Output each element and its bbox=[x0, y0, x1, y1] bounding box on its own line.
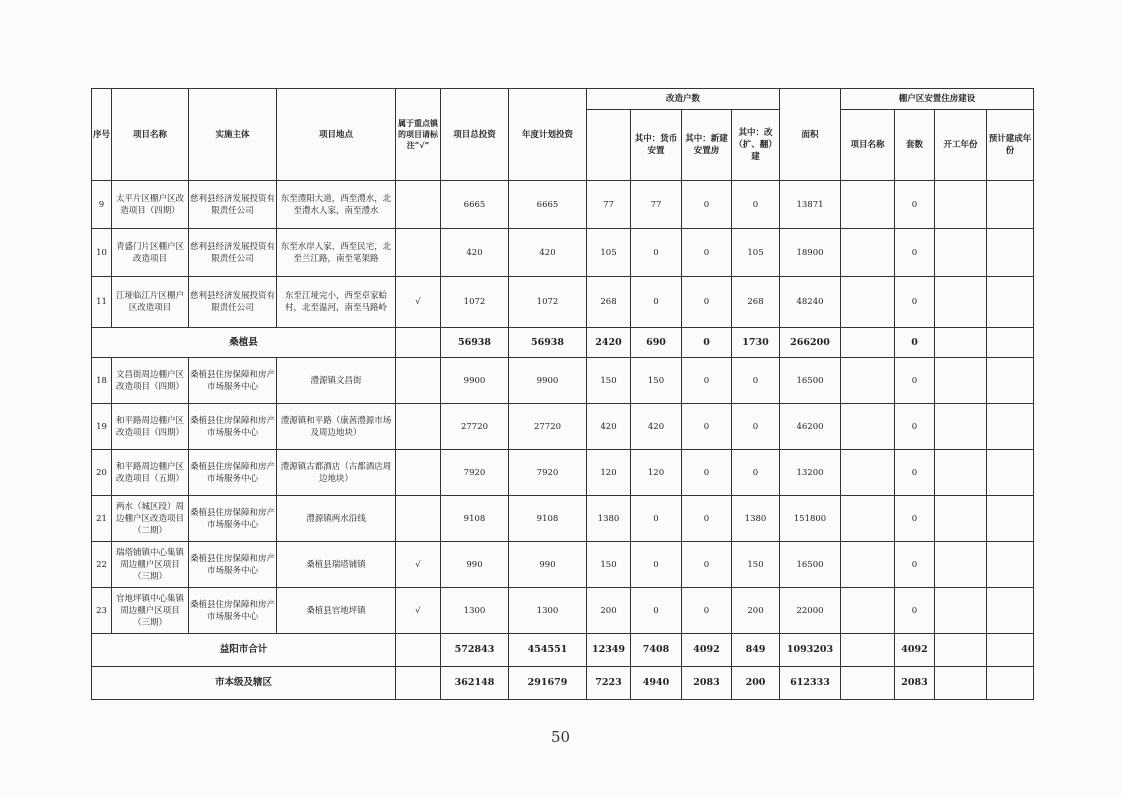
header-households-blank bbox=[587, 110, 631, 181]
subtotal-row-housing-units: 0 bbox=[895, 328, 935, 358]
cell-entity: 慈利县经济发展投资有限责任公司 bbox=[189, 229, 277, 277]
total-district-row-households-new: 2083 bbox=[682, 667, 732, 700]
subtotal-row-households: 2420 bbox=[587, 328, 631, 358]
cell-project-name: 两水（城区段）周边棚户区改造项目（二期） bbox=[112, 496, 189, 542]
table-row bbox=[92, 358, 1034, 404]
cell-total-invest: 27720 bbox=[441, 404, 509, 450]
total-district-row-households-cash: 4940 bbox=[631, 667, 682, 700]
cell-housing-start bbox=[935, 542, 987, 588]
total-district-row-housing-start bbox=[935, 667, 987, 700]
total-city-row-housing-units: 4092 bbox=[895, 634, 935, 667]
cell-key-town: √ bbox=[396, 277, 441, 328]
cell-housing-name bbox=[841, 358, 895, 404]
cell-households-new: 0 bbox=[682, 277, 732, 328]
header-row-1 bbox=[92, 89, 1034, 110]
cell-households-cash: 0 bbox=[631, 542, 682, 588]
cell-households-cash: 120 bbox=[631, 450, 682, 496]
cell-seq: 10 bbox=[92, 229, 112, 277]
cell-project-name: 文昌街周边棚户区改造项目（四期） bbox=[112, 358, 189, 404]
cell-households-new: 0 bbox=[682, 358, 732, 404]
cell-housing-units: 0 bbox=[895, 542, 935, 588]
subtotal-row bbox=[92, 328, 1034, 358]
cell-housing-start bbox=[935, 496, 987, 542]
cell-annual-invest: 6665 bbox=[509, 181, 587, 229]
cell-housing-units: 0 bbox=[895, 181, 935, 229]
cell-total-invest: 990 bbox=[441, 542, 509, 588]
cell-households-new: 0 bbox=[682, 181, 732, 229]
cell-housing-finish bbox=[987, 404, 1034, 450]
total-district-row-housing-units: 2083 bbox=[895, 667, 935, 700]
cell-housing-units: 0 bbox=[895, 358, 935, 404]
cell-project-name: 和平路周边棚户区改造项目（四期） bbox=[112, 404, 189, 450]
subtotal-row-area: 266200 bbox=[780, 328, 841, 358]
cell-key-town: √ bbox=[396, 588, 441, 634]
header-entity: 实施主体 bbox=[189, 89, 277, 181]
cell-housing-units: 0 bbox=[895, 277, 935, 328]
cell-housing-finish bbox=[987, 229, 1034, 277]
total-district-row-housing-name bbox=[841, 667, 895, 700]
cell-project-name: 青盛门片区棚户区改造项目 bbox=[112, 229, 189, 277]
cell-housing-name bbox=[841, 588, 895, 634]
cell-area: 13200 bbox=[780, 450, 841, 496]
cell-housing-name bbox=[841, 450, 895, 496]
cell-annual-invest: 9900 bbox=[509, 358, 587, 404]
total-city-row-area: 1093203 bbox=[780, 634, 841, 667]
cell-households: 150 bbox=[587, 358, 631, 404]
table-row bbox=[92, 181, 1034, 229]
cell-area: 16500 bbox=[780, 542, 841, 588]
cell-seq: 22 bbox=[92, 542, 112, 588]
cell-housing-finish bbox=[987, 181, 1034, 229]
cell-households-new: 0 bbox=[682, 496, 732, 542]
cell-key-town: √ bbox=[396, 542, 441, 588]
total-city-row-housing-start bbox=[935, 634, 987, 667]
cell-total-invest: 1072 bbox=[441, 277, 509, 328]
cell-households-cash: 0 bbox=[631, 588, 682, 634]
subtotal-row-total-invest: 56938 bbox=[441, 328, 509, 358]
subtotal-row-households-cash: 690 bbox=[631, 328, 682, 358]
cell-area: 22000 bbox=[780, 588, 841, 634]
cell-area: 13871 bbox=[780, 181, 841, 229]
page-number: 50 bbox=[550, 728, 571, 746]
cell-key-town bbox=[396, 450, 441, 496]
header-housing-start: 开工年份 bbox=[935, 110, 987, 181]
cell-key-town bbox=[396, 358, 441, 404]
header-annual-invest: 年度计划投资 bbox=[509, 89, 587, 181]
cell-entity: 慈利县经济发展投资有限责任公司 bbox=[189, 181, 277, 229]
cell-entity: 桑植县住房保障和房产市场服务中心 bbox=[189, 358, 277, 404]
header-housing-group: 棚户区安置住房建设 bbox=[841, 89, 1034, 110]
cell-project-name: 瑞塔铺镇中心集镇周边棚户区项目（三期） bbox=[112, 542, 189, 588]
table-row bbox=[92, 404, 1034, 450]
cell-households: 120 bbox=[587, 450, 631, 496]
total-city-row-housing-finish bbox=[987, 634, 1034, 667]
cell-housing-start bbox=[935, 588, 987, 634]
cell-area: 46200 bbox=[780, 404, 841, 450]
total-city-row-households-cash: 7408 bbox=[631, 634, 682, 667]
total-city-row-households-new: 4092 bbox=[682, 634, 732, 667]
cell-annual-invest: 1300 bbox=[509, 588, 587, 634]
subtotal-row-annual-invest: 56938 bbox=[509, 328, 587, 358]
cell-location: 东至水岸人家，西至民宅，北至兰江路，南至笔架路 bbox=[277, 229, 396, 277]
subtotal-row-households-rebuild: 1730 bbox=[732, 328, 780, 358]
cell-entity: 桑植县住房保障和房产市场服务中心 bbox=[189, 542, 277, 588]
total-city-row-households-rebuild: 849 bbox=[732, 634, 780, 667]
total-city-row-key-town bbox=[396, 634, 441, 667]
total-district-row-households-rebuild: 200 bbox=[732, 667, 780, 700]
cell-seq: 23 bbox=[92, 588, 112, 634]
total-city-row bbox=[92, 634, 1034, 667]
cell-entity: 慈利县经济发展投资有限责任公司 bbox=[189, 277, 277, 328]
total-district-row-area: 612333 bbox=[780, 667, 841, 700]
cell-key-town bbox=[396, 496, 441, 542]
total-city-row-total-invest: 572843 bbox=[441, 634, 509, 667]
total-district-row-label: 市本级及辖区 bbox=[92, 667, 396, 700]
cell-total-invest: 7920 bbox=[441, 450, 509, 496]
subtotal-row-housing-finish bbox=[987, 328, 1034, 358]
cell-households-new: 0 bbox=[682, 542, 732, 588]
header-name: 项目名称 bbox=[112, 89, 189, 181]
header-total-invest: 项目总投资 bbox=[441, 89, 509, 181]
cell-seq: 11 bbox=[92, 277, 112, 328]
header-households-cash: 其中：货币安置 bbox=[631, 110, 682, 181]
cell-location: 澧源镇古都酒店（古都酒店周边地块） bbox=[277, 450, 396, 496]
cell-households-rebuild: 1380 bbox=[732, 496, 780, 542]
cell-households-rebuild: 0 bbox=[732, 181, 780, 229]
cell-households-rebuild: 0 bbox=[732, 358, 780, 404]
cell-total-invest: 6665 bbox=[441, 181, 509, 229]
subtotal-row-housing-name bbox=[841, 328, 895, 358]
cell-housing-finish bbox=[987, 542, 1034, 588]
subtotal-row-households-new: 0 bbox=[682, 328, 732, 358]
table-row bbox=[92, 229, 1034, 277]
cell-housing-finish bbox=[987, 277, 1034, 328]
total-district-row-households: 7223 bbox=[587, 667, 631, 700]
cell-total-invest: 9900 bbox=[441, 358, 509, 404]
cell-seq: 21 bbox=[92, 496, 112, 542]
subtotal-row-housing-start bbox=[935, 328, 987, 358]
cell-housing-name bbox=[841, 229, 895, 277]
cell-housing-start bbox=[935, 229, 987, 277]
header-households-rebuild: 其中：改（扩、翻）建 bbox=[732, 110, 780, 181]
cell-households-cash: 150 bbox=[631, 358, 682, 404]
cell-households: 1380 bbox=[587, 496, 631, 542]
cell-housing-name bbox=[841, 277, 895, 328]
cell-households-rebuild: 0 bbox=[732, 450, 780, 496]
cell-total-invest: 1300 bbox=[441, 588, 509, 634]
cell-households-new: 0 bbox=[682, 450, 732, 496]
table-row bbox=[92, 277, 1034, 328]
cell-housing-finish bbox=[987, 358, 1034, 404]
cell-households: 150 bbox=[587, 542, 631, 588]
cell-total-invest: 9108 bbox=[441, 496, 509, 542]
cell-location: 东至江垭完小，西至卓家蛤村，北至温河，南至马路岭 bbox=[277, 277, 396, 328]
cell-key-town bbox=[396, 181, 441, 229]
cell-households-cash: 0 bbox=[631, 277, 682, 328]
cell-location: 澧源镇文昌街 bbox=[277, 358, 396, 404]
total-city-row-housing-name bbox=[841, 634, 895, 667]
header-housing-finish: 预计建成年份 bbox=[987, 110, 1034, 181]
total-city-row-households: 12349 bbox=[587, 634, 631, 667]
cell-location: 东至澧阳大道，西至澧水，北至澧水人家，南至澧水 bbox=[277, 181, 396, 229]
cell-project-name: 江垭临江片区棚户区改造项目 bbox=[112, 277, 189, 328]
header-location: 项目地点 bbox=[277, 89, 396, 181]
cell-housing-finish bbox=[987, 496, 1034, 542]
cell-location: 桑植县瑞塔铺镇 bbox=[277, 542, 396, 588]
cell-annual-invest: 1072 bbox=[509, 277, 587, 328]
cell-housing-start bbox=[935, 404, 987, 450]
cell-housing-name bbox=[841, 181, 895, 229]
header-key-town: 属于重点镇的项目请标注“√” bbox=[396, 89, 441, 181]
cell-annual-invest: 9108 bbox=[509, 496, 587, 542]
cell-housing-name bbox=[841, 404, 895, 450]
cell-area: 151800 bbox=[780, 496, 841, 542]
header-households-new: 其中：新建安置房 bbox=[682, 110, 732, 181]
cell-annual-invest: 27720 bbox=[509, 404, 587, 450]
header-seq: 序号 bbox=[92, 89, 112, 181]
cell-households-rebuild: 200 bbox=[732, 588, 780, 634]
cell-key-town bbox=[396, 229, 441, 277]
cell-entity: 桑植县住房保障和房产市场服务中心 bbox=[189, 450, 277, 496]
cell-households-new: 0 bbox=[682, 229, 732, 277]
subtotal-row-label: 桑植县 bbox=[92, 328, 396, 358]
header-households-group: 改造户数 bbox=[587, 89, 780, 110]
table-row bbox=[92, 496, 1034, 542]
cell-households-rebuild: 268 bbox=[732, 277, 780, 328]
header-housing-name: 项目名称 bbox=[841, 110, 895, 181]
cell-location: 澧源镇和平路（康茜澧源市场及周边地块） bbox=[277, 404, 396, 450]
table-row bbox=[92, 588, 1034, 634]
cell-entity: 桑植县住房保障和房产市场服务中心 bbox=[189, 496, 277, 542]
subtotal-row-key-town bbox=[396, 328, 441, 358]
cell-seq: 19 bbox=[92, 404, 112, 450]
header-area: 面积 bbox=[780, 89, 841, 181]
total-district-row-annual-invest: 291679 bbox=[509, 667, 587, 700]
cell-housing-units: 0 bbox=[895, 450, 935, 496]
cell-project-name: 和平路周边棚户区改造项目（五期） bbox=[112, 450, 189, 496]
cell-households-cash: 0 bbox=[631, 496, 682, 542]
cell-location: 澧源镇两水沿线 bbox=[277, 496, 396, 542]
cell-housing-units: 0 bbox=[895, 588, 935, 634]
cell-annual-invest: 7920 bbox=[509, 450, 587, 496]
cell-project-name: 官地坪镇中心集镇周边棚户区项目（三期） bbox=[112, 588, 189, 634]
total-district-row bbox=[92, 667, 1034, 700]
cell-households-cash: 420 bbox=[631, 404, 682, 450]
cell-housing-units: 0 bbox=[895, 496, 935, 542]
table-row bbox=[92, 542, 1034, 588]
cell-households-rebuild: 105 bbox=[732, 229, 780, 277]
cell-location: 桑植县官地坪镇 bbox=[277, 588, 396, 634]
cell-housing-name bbox=[841, 496, 895, 542]
cell-area: 18900 bbox=[780, 229, 841, 277]
cell-key-town bbox=[396, 404, 441, 450]
cell-households-rebuild: 150 bbox=[732, 542, 780, 588]
cell-seq: 20 bbox=[92, 450, 112, 496]
cell-housing-start bbox=[935, 277, 987, 328]
cell-housing-units: 0 bbox=[895, 404, 935, 450]
cell-housing-finish bbox=[987, 450, 1034, 496]
housing-project-table bbox=[91, 88, 1034, 700]
total-district-row-key-town bbox=[396, 667, 441, 700]
cell-households: 77 bbox=[587, 181, 631, 229]
header-housing-units: 套数 bbox=[895, 110, 935, 181]
cell-project-name: 太平片区棚户区改造项目（四期） bbox=[112, 181, 189, 229]
cell-annual-invest: 420 bbox=[509, 229, 587, 277]
cell-households: 420 bbox=[587, 404, 631, 450]
cell-area: 16500 bbox=[780, 358, 841, 404]
total-district-row-total-invest: 362148 bbox=[441, 667, 509, 700]
total-city-row-label: 益阳市合计 bbox=[92, 634, 396, 667]
total-district-row-housing-finish bbox=[987, 667, 1034, 700]
cell-housing-start bbox=[935, 181, 987, 229]
cell-households-new: 0 bbox=[682, 404, 732, 450]
cell-housing-finish bbox=[987, 588, 1034, 634]
cell-housing-start bbox=[935, 358, 987, 404]
cell-households-cash: 77 bbox=[631, 181, 682, 229]
cell-annual-invest: 990 bbox=[509, 542, 587, 588]
table-row bbox=[92, 450, 1034, 496]
total-city-row-annual-invest: 454551 bbox=[509, 634, 587, 667]
cell-entity: 桑植县住房保障和房产市场服务中心 bbox=[189, 404, 277, 450]
cell-seq: 9 bbox=[92, 181, 112, 229]
cell-housing-start bbox=[935, 450, 987, 496]
cell-total-invest: 420 bbox=[441, 229, 509, 277]
cell-households: 268 bbox=[587, 277, 631, 328]
cell-housing-name bbox=[841, 542, 895, 588]
cell-households-new: 0 bbox=[682, 588, 732, 634]
cell-entity: 桑植县住房保障和房产市场服务中心 bbox=[189, 588, 277, 634]
cell-area: 48240 bbox=[780, 277, 841, 328]
cell-households: 200 bbox=[587, 588, 631, 634]
cell-households: 105 bbox=[587, 229, 631, 277]
cell-seq: 18 bbox=[92, 358, 112, 404]
cell-households-cash: 0 bbox=[631, 229, 682, 277]
cell-housing-units: 0 bbox=[895, 229, 935, 277]
cell-households-rebuild: 0 bbox=[732, 404, 780, 450]
